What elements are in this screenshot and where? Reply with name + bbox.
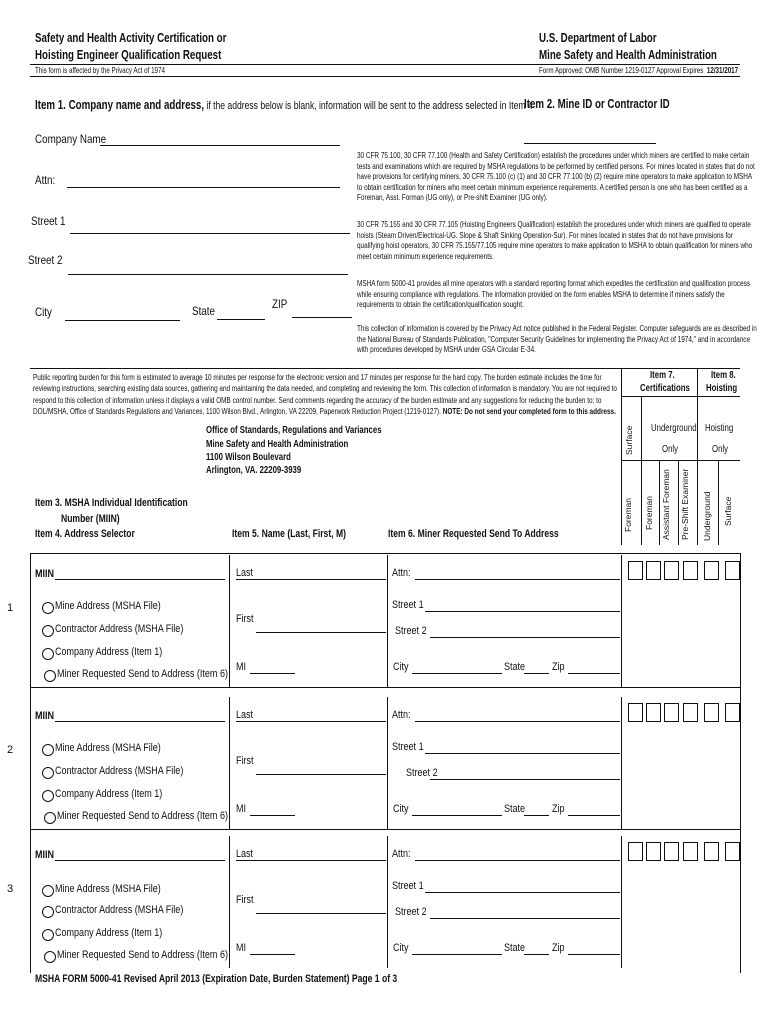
last-name-input[interactable] (236, 579, 386, 580)
row-separator (30, 829, 740, 830)
send-to-state-label: State (504, 942, 526, 954)
row-col-divider-7 (621, 697, 622, 829)
street1-input[interactable] (70, 233, 350, 234)
mine-address-radio[interactable] (42, 602, 54, 614)
item3-header: Item 3. MSHA Individual Identification (35, 497, 188, 509)
first-name-label: First (236, 755, 254, 767)
first-name-input[interactable] (256, 632, 386, 633)
last-name-input[interactable] (236, 721, 386, 722)
last-name-input[interactable] (236, 860, 386, 861)
send-to-zip-label: Zip (552, 803, 565, 815)
agency-line2: Mine Safety and Health Administration (539, 48, 717, 62)
ug-preshift-checkbox[interactable] (683, 842, 698, 861)
send-to-zip-input[interactable] (568, 815, 620, 816)
send-to-street1-label: Street 1 (392, 741, 424, 753)
hoist-surface-checkbox[interactable] (725, 561, 740, 580)
info-paragraph-form: MSHA form 5000-41 provides all mine operators with a standard reporting format which expedites the certification and qualification process while ensuring compliance with regulations. The information provided on the form enables MSHA to determine if miners satisfy the requirements to obtain the certification/qualification sought. (357, 279, 751, 309)
col-ug-asst-foreman: Assistant Foreman (661, 469, 671, 540)
burden-address-1: Office of Standards, Regulations and Variances (206, 425, 382, 436)
address-option-label: Company Address (Item 1) (55, 788, 163, 800)
surface-group-label: Surface (624, 425, 634, 455)
miner-requested-radio[interactable] (44, 812, 56, 824)
send-to-street1-label: Street 1 (392, 599, 424, 611)
send-to-street2-label: Street 2 (395, 906, 427, 918)
item78-title-rule (621, 396, 740, 397)
burden-top-rule (30, 368, 740, 369)
send-to-city-label: City (393, 661, 409, 673)
address-option-label: Miner Requested Send to Address (Item 6) (57, 668, 228, 680)
address-option-label: Contractor Address (MSHA File) (55, 765, 184, 777)
street1-label: Street 1 (31, 214, 66, 228)
row-number: 1 (7, 602, 14, 614)
item1-label: Item 1. Company name and address, if the address below is blank, information will be sent to the address selected in Item 4 (35, 98, 533, 112)
state-input[interactable] (217, 319, 265, 320)
surface-foreman-checkbox[interactable] (628, 561, 643, 580)
city-input[interactable] (65, 320, 180, 321)
first-name-label: First (236, 613, 254, 625)
address-option-label: Mine Address (MSHA File) (55, 742, 161, 754)
ug-asst-foreman-checkbox[interactable] (664, 703, 679, 722)
send-to-city-input[interactable] (412, 954, 502, 955)
send-to-attn-input[interactable] (415, 860, 620, 861)
state-label: State (192, 304, 215, 318)
cert-column-divider (621, 368, 622, 545)
city-label: City (35, 305, 52, 319)
mine-id-input[interactable] (524, 143, 656, 144)
company-address-radio[interactable] (42, 790, 54, 802)
last-name-label: Last (236, 848, 254, 860)
hoist-surface-checkbox[interactable] (725, 842, 740, 861)
miin-label: MIIN (35, 710, 55, 722)
surface-group-divider (641, 396, 642, 545)
ug-foreman-checkbox[interactable] (646, 842, 661, 861)
send-to-state-input[interactable] (524, 954, 549, 955)
col-divider-3 (718, 460, 719, 545)
mine-address-radio[interactable] (42, 744, 54, 756)
send-to-state-label: State (504, 803, 526, 815)
send-to-street1-label: Street 1 (392, 880, 424, 892)
address-option-label: Miner Requested Send to Address (Item 6) (57, 949, 228, 961)
company-name-input[interactable] (100, 145, 340, 146)
item6-header: Item 6. Miner Requested Send To Address (388, 528, 559, 540)
info-paragraph-hoist: 30 CFR 75.155 and 30 CFR 77.105 (Hoisting Engineers Qualification) establish the procedures under which miners are qualified to operate hoists (Steam Driven/Electrical-UG. Slope & Shaft Sinking Operation-Sur). For mines located in states that do not have provisions for qualifying hoist operators, 30 CFR 75.155/77.105 require mine operators to make application to MSHA to obtain qualification for miners who meet certain minimum experience requirements. (357, 220, 753, 261)
ug-asst-foreman-checkbox[interactable] (664, 561, 679, 580)
row-number: 2 (7, 744, 14, 756)
send-to-city-label: City (393, 803, 409, 815)
row-number: 3 (7, 883, 14, 895)
surface-foreman-checkbox[interactable] (628, 703, 643, 722)
row-col-divider-6 (387, 836, 388, 968)
col-surface-foreman: Foreman (623, 497, 633, 532)
middle-initial-input[interactable] (250, 673, 295, 674)
send-to-street2-label: Street 2 (406, 767, 438, 779)
first-name-input[interactable] (256, 913, 386, 914)
address-option-label: Mine Address (MSHA File) (55, 600, 161, 612)
send-to-street1-input[interactable] (425, 753, 620, 754)
address-option-label: Mine Address (MSHA File) (55, 883, 161, 895)
row-col-divider-7 (621, 836, 622, 968)
last-name-label: Last (236, 709, 254, 721)
send-to-attn-input[interactable] (415, 579, 620, 580)
item8-title: Item 8. (711, 370, 736, 381)
hoist-underground-checkbox[interactable] (704, 842, 719, 861)
send-to-street2-input[interactable] (430, 637, 620, 638)
miin-label: MIIN (35, 849, 55, 861)
table-right-border (740, 553, 741, 973)
contractor-address-radio[interactable] (42, 906, 54, 918)
address-option-label: Company Address (Item 1) (55, 927, 163, 939)
item7-title: Item 7. (650, 370, 675, 381)
col-hoist-surface: Surface (723, 496, 733, 526)
miin-label: MIIN (35, 568, 55, 580)
col-ug-foreman: Foreman (644, 495, 654, 530)
send-to-state-input[interactable] (524, 815, 549, 816)
ug-preshift-checkbox[interactable] (683, 561, 698, 580)
send-to-street2-label: Street 2 (395, 625, 427, 637)
info-paragraph-privacy: This collection of information is covered by the Privacy Act notice published in the Federal Register. Computer safeguards are as described in the National Bureau of Standards Publication, "Computer Security Guidelines for implementing the Privacy Act of 1974," and in accordance with procedures developed by MSHA under GSA Circular E-34. (357, 324, 757, 354)
street2-label: Street 2 (28, 253, 63, 267)
middle-initial-label: MI (236, 661, 247, 673)
item8-subtitle: Hoisting (706, 383, 738, 394)
item3-header-miin: Number (MIIN) (61, 513, 120, 525)
zip-input[interactable] (292, 317, 352, 318)
form-footer: MSHA FORM 5000-41 Revised April 2013 (Expiration Date, Burden Statement) Page 1 of 3 (35, 973, 398, 985)
surface-foreman-checkbox[interactable] (628, 842, 643, 861)
company-address-radio[interactable] (42, 929, 54, 941)
ug-foreman-checkbox[interactable] (646, 703, 661, 722)
miin-input[interactable] (55, 860, 225, 861)
omb-approval: Form Approved: OMB Number 1219-0127 Approval Expires 12/31/2017 (539, 66, 739, 75)
first-name-label: First (236, 894, 254, 906)
hoist-underground-checkbox[interactable] (704, 561, 719, 580)
send-to-zip-input[interactable] (568, 673, 620, 674)
address-option-label: Contractor Address (MSHA File) (55, 623, 184, 635)
address-option-label: Company Address (Item 1) (55, 646, 163, 658)
send-to-street1-input[interactable] (425, 611, 620, 612)
send-to-attn-label: Attn: (392, 848, 411, 860)
address-option-label: Contractor Address (MSHA File) (55, 904, 184, 916)
send-to-state-input[interactable] (524, 673, 549, 674)
send-to-attn-label: Attn: (392, 709, 411, 721)
underground-group-label: Underground (651, 423, 697, 434)
ug-asst-foreman-checkbox[interactable] (664, 842, 679, 861)
row-col-divider-6 (387, 555, 388, 687)
send-to-street1-input[interactable] (425, 892, 620, 893)
info-paragraph-cert: 30 CFR 75.100, 30 CFR 77.100 (Health and Safety Certification) establish the procedures under which miners are certified to make certain tests and examinations which are required by MSHA regulations to be performed by certified persons. For mines located in states that do not have provisions for certifying miners, 30 CFR 75.100 (c) (1) and 30 CFR 77.100 (b) (2) require mine operators to make application to MSHA to obtain certification for miners who meet certain minimum experience requirements. A certified person is one who has been certified as a Foreman, Asst. Forman (UG only), or Pre-shift Examiner (UG only). (357, 151, 755, 202)
form-title-line1: Safety and Health Activity Certification or (35, 31, 227, 45)
header-rule (30, 64, 740, 65)
burden-statement: Public reporting burden for this form is estimated to average 10 minutes per response for the electronic version and 17 minutes per response for the hard copy. The burden estimate includes the time for reviewing instructions, searching existing data sources, gathering and maintaining the data needed, and completing and reviewing the form. This collection of information is mandatory. You are not required to respond to this collection of information unless it displays a valid OMB control number. Send comments regarding the accuracy of the burden estimate and any suggestions for reducing the burden to: to DOL/MSHA, Office of Standards Regulations and Variances, 1100 Wilson Blvd., Arlington, VA 22209, Paperwork Reduction Project (1219-0127). NOTE: Do not send your completed form to this address. (33, 373, 617, 416)
middle-initial-input[interactable] (250, 954, 295, 955)
item2-label: Item 2. Mine ID or Contractor ID (524, 97, 670, 111)
col-divider-1 (659, 460, 660, 545)
header-rule-bottom (30, 76, 740, 77)
send-to-city-label: City (393, 942, 409, 954)
table-top-rule (30, 553, 740, 554)
mine-address-radio[interactable] (42, 885, 54, 897)
agency-line1: U.S. Department of Labor (539, 31, 657, 45)
zip-label: ZIP (272, 297, 288, 311)
item7-subtitle: Certifications (640, 383, 690, 394)
send-to-attn-input[interactable] (415, 721, 620, 722)
send-to-street2-input[interactable] (430, 779, 620, 780)
send-to-zip-label: Zip (552, 942, 565, 954)
hoist-column-divider (697, 368, 698, 545)
col-divider-2 (678, 460, 679, 545)
address-option-label: Miner Requested Send to Address (Item 6) (57, 810, 228, 822)
middle-initial-input[interactable] (250, 815, 295, 816)
ug-foreman-checkbox[interactable] (646, 561, 661, 580)
miner-requested-radio[interactable] (44, 670, 56, 682)
row-col-divider-6 (387, 697, 388, 829)
col-hoist-underground: Underground (702, 491, 712, 541)
burden-address-4: Arlington, VA. 22209-3939 (206, 465, 302, 476)
item5-header: Item 5. Name (Last, First, M) (232, 528, 346, 540)
miin-input[interactable] (55, 579, 225, 580)
send-to-city-input[interactable] (412, 815, 502, 816)
burden-address-2: Mine Safety and Health Administration (206, 439, 349, 450)
privacy-note: This form is affected by the Privacy Act of 1974 (35, 66, 165, 75)
last-name-label: Last (236, 567, 254, 579)
item4-header: Item 4. Address Selector (35, 528, 135, 540)
send-to-zip-label: Zip (552, 661, 565, 673)
table-left-border (30, 553, 31, 973)
col-ug-preshift: Pre-Shift Examiner (680, 468, 690, 540)
miin-input[interactable] (55, 721, 225, 722)
ug-preshift-checkbox[interactable] (683, 703, 698, 722)
contractor-address-radio[interactable] (42, 625, 54, 637)
middle-initial-label: MI (236, 803, 247, 815)
hoist-underground-checkbox[interactable] (704, 703, 719, 722)
hoisting-group-label: Hoisting (705, 423, 734, 434)
company-name-label: Company Name (35, 132, 107, 146)
send-to-street2-input[interactable] (430, 918, 620, 919)
send-to-state-label: State (504, 661, 526, 673)
first-name-input[interactable] (256, 774, 386, 775)
form-title-line2: Hoisting Engineer Qualification Request (35, 48, 222, 62)
company-address-radio[interactable] (42, 648, 54, 660)
send-to-city-input[interactable] (412, 673, 502, 674)
hoist-surface-checkbox[interactable] (725, 703, 740, 722)
send-to-zip-input[interactable] (568, 954, 620, 955)
street2-input[interactable] (68, 274, 348, 275)
middle-initial-label: MI (236, 942, 247, 954)
send-to-attn-label: Attn: (392, 567, 411, 579)
hoisting-only-label: Only (712, 444, 729, 455)
underground-only-label: Only (662, 444, 679, 455)
burden-address-3: 1100 Wilson Boulevard (206, 452, 291, 463)
contractor-address-radio[interactable] (42, 767, 54, 779)
miner-requested-radio[interactable] (44, 951, 56, 963)
row-col-divider-7 (621, 555, 622, 687)
row-separator (30, 687, 740, 688)
attn-label: Attn: (35, 173, 56, 187)
attn-input[interactable] (67, 187, 340, 188)
